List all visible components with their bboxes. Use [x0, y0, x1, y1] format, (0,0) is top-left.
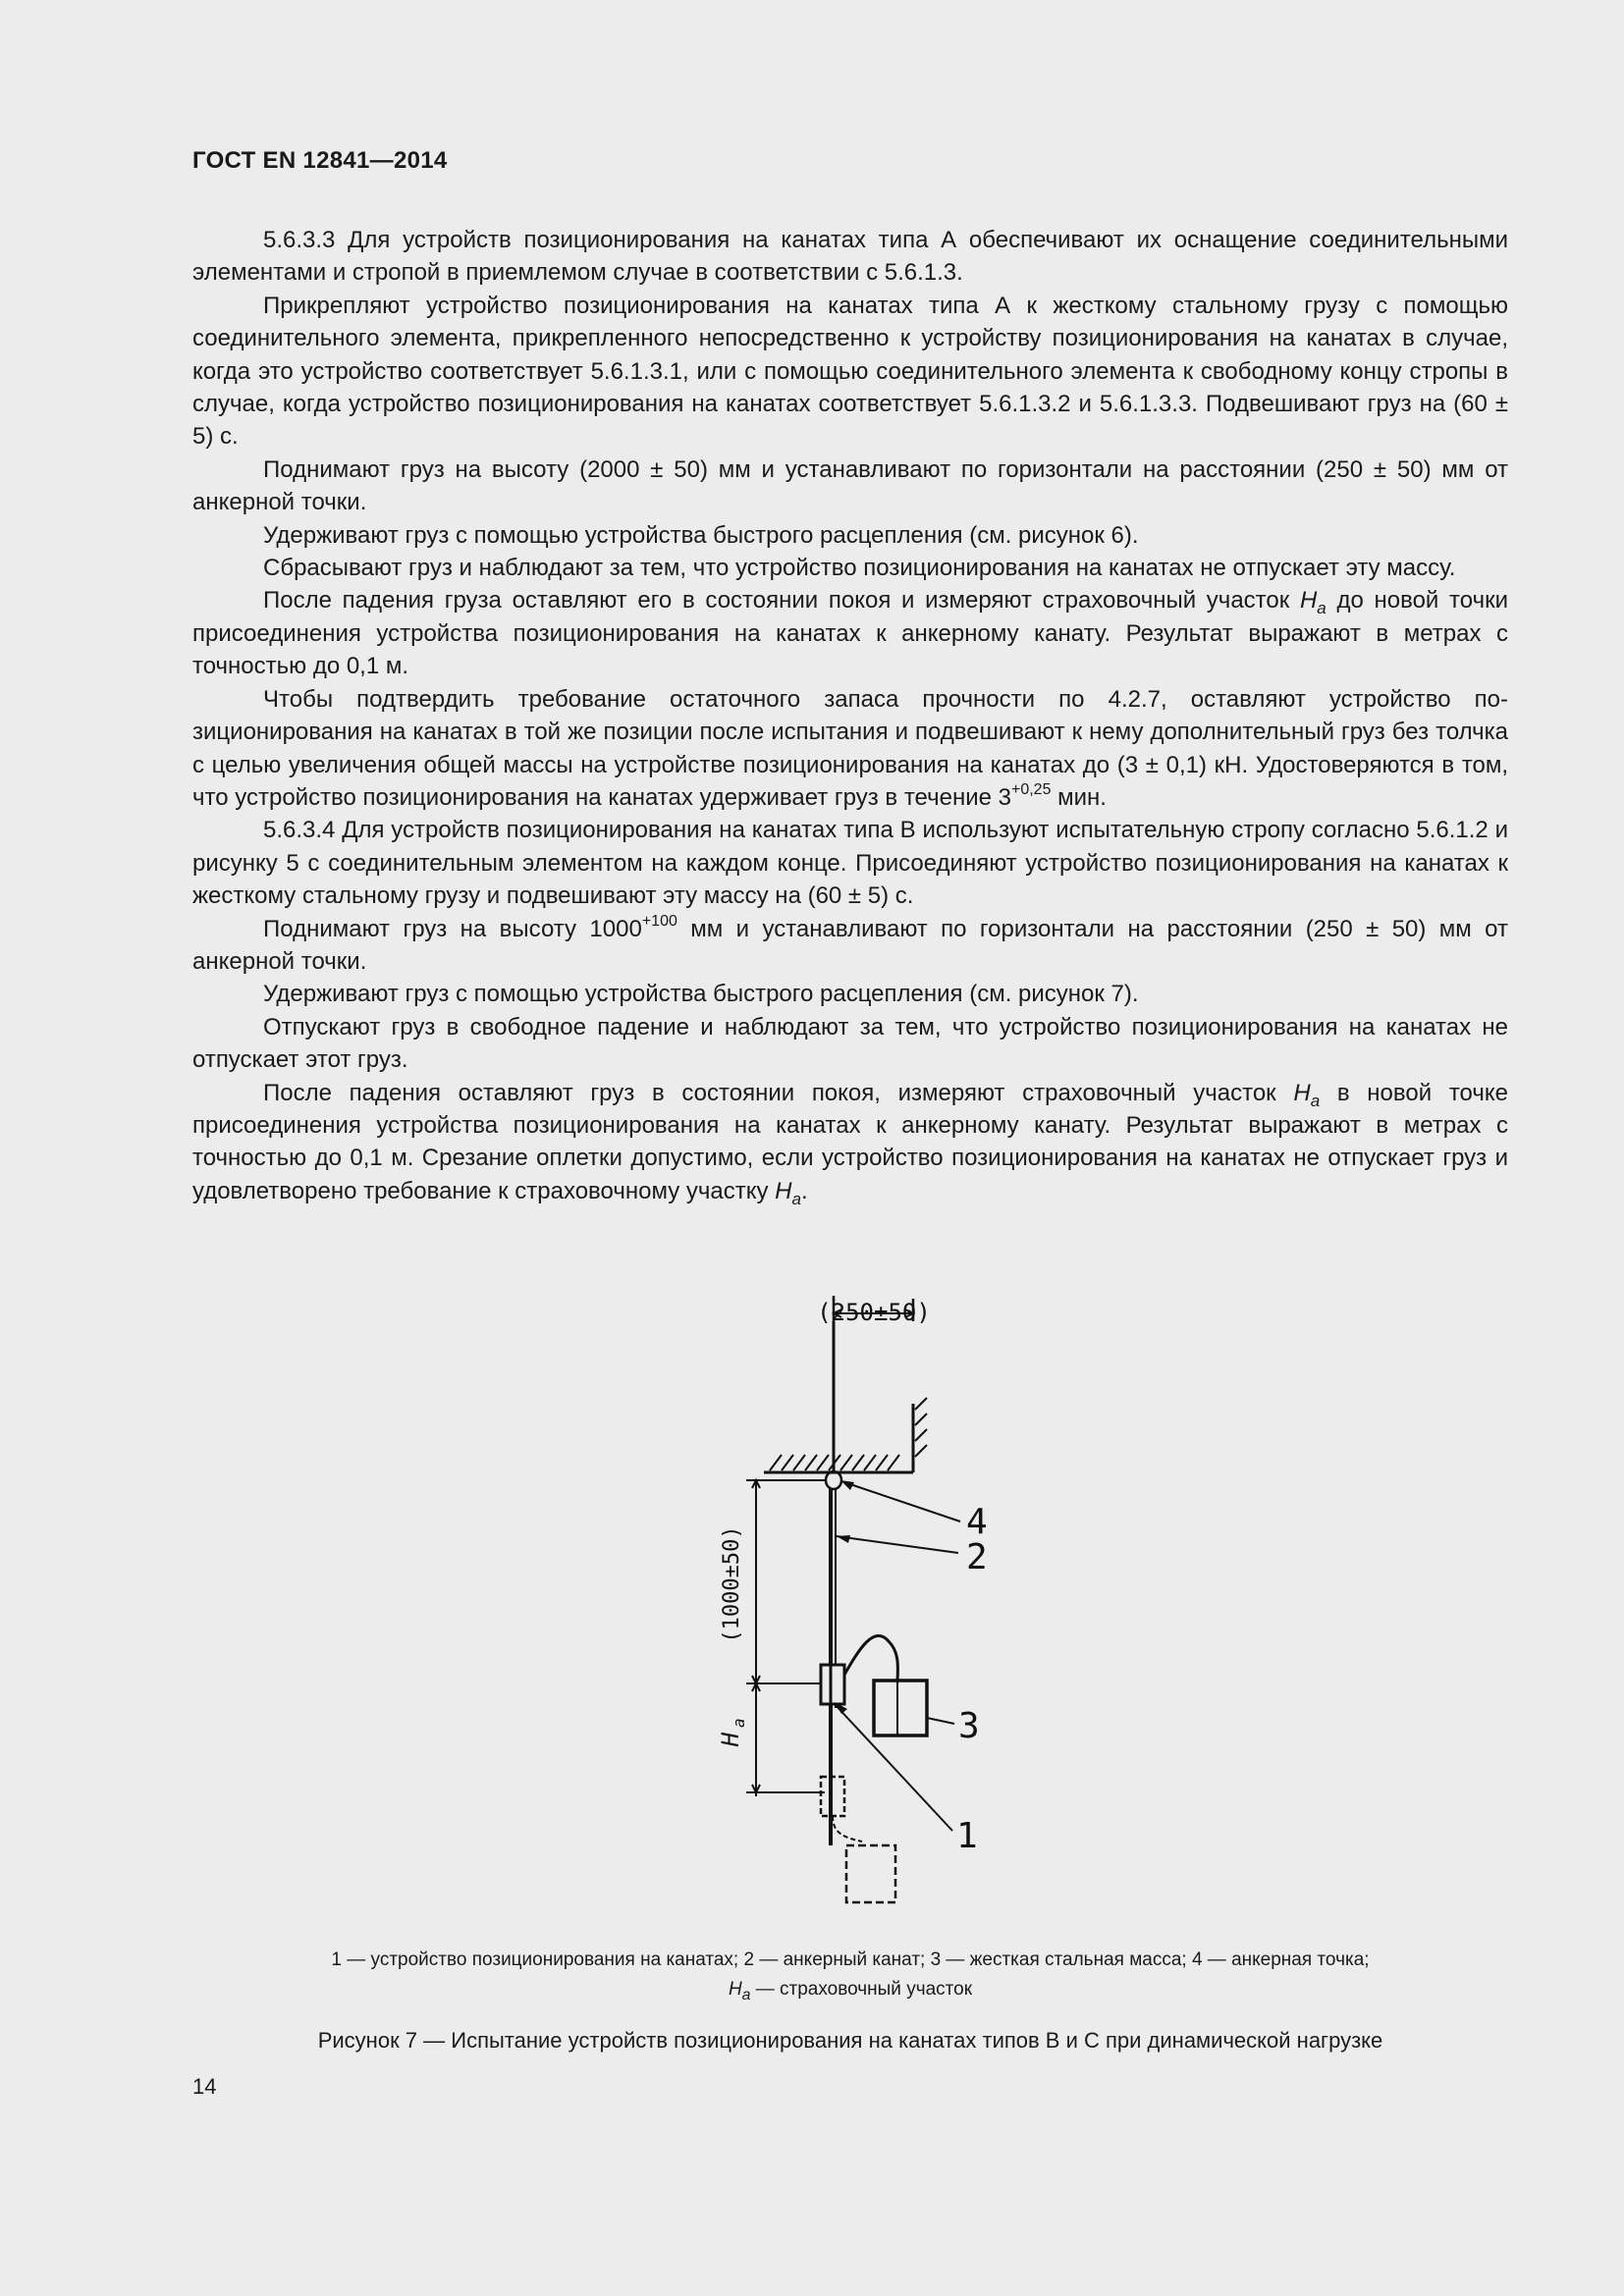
paragraph: Сбрасывают груз и наблюдают за тем, что устройство позиционирования на канатах не отпускает эту массу. [263, 555, 1456, 582]
body-text [192, 224, 1508, 1207]
symbol-h: H [1293, 1079, 1311, 1106]
symbol-h: H [1299, 587, 1318, 614]
legend-line: $H_a$ — страховочный участок [728, 1979, 973, 2003]
paragraph: Отпускают груз в свободное падение и наблюдают за тем, что устройство позиционирования на канатах не отпускает этот груз. [192, 1013, 1508, 1074]
symbol-sub-a: a [791, 1189, 801, 1208]
legend-line: 1 — устройство позиционирования на канатах; 2 — анкерный канат; 3 — жесткая стальная масса; 4 — анкерная точка; [331, 1949, 1370, 1970]
dimension-label-ha: H [717, 1732, 744, 1747]
symbol-sub-a: a [1310, 1091, 1321, 1110]
dimension-label-horizontal: (250±50) [817, 1299, 931, 1326]
paragraph: Удерживают груз с помощью устройства быстрого расцепления (см. рисунок 6). [263, 521, 1139, 549]
paragraph: После падения оставляют груз в состоянии покоя, измеряют страховочный участок $H_a$ в новой точке присоединения устройства позиционирования на канатах к анкерному канату. Результат выражают в метрах с точностью до 0,1 м. Срезание оплетки допустимо, если устройство позиционирования на канатах не отпускает груз и удовлетворено требование к страховочному участку $H_a$. [192, 1079, 1508, 1208]
paragraph: После падения груза оставляют его в состоянии покоя и измеряют страховочный участок $H_a$ до новой точки присоединения устройства позиционирования на канатах к анкерному канату. Результат выражают в метрах с точностью до 0,1 м. [192, 587, 1508, 680]
paragraph: Удерживают груз с помощью устройства быстрого расцепления (см. рисунок 7). [263, 981, 1139, 1008]
paragraph: Поднимают груз на высоту (2000 ± 50) мм и устанавливают по горизонтали на расстоянии (250 ± 50) мм от анкерной точки. [192, 455, 1508, 516]
document-title: ГОСТ EN 12841—2014 [192, 147, 448, 174]
symbol-sub-a: a [741, 1986, 751, 2003]
paragraph: Чтобы подтвердить требование остаточного запаса прочности по 4.2.7, оставляют устройство позиционирования на канатах в той же позиции после испытания и подвешивают к нему дополнительный груз без толчка с целью увеличения общей массы на устройстве позиционирования на канатах до (3 ± 0,1) кН. Удостоверяются в том, что устройство позиционирования на канатах удерживает груз в течение $3^{+0,25}$ мин. [192, 685, 1508, 811]
paragraph: Прикрепляют устройство позиционирования на канатах типа А к жесткому стальному грузу с помощью соединительного элемента, прикрепленного непосредственно к устройству позиционирования на канатах в случае, когда это устройство соответствует 5.6.1.3.1, или с помощью соединительного элемента к свободному концу стропы в случае, когда устройство позиционирования на канатах соответствует 5.6.1.3.2 и 5.6.1.3.3. Подвешивают груз на (60 ± 5) с. [192, 292, 1508, 451]
tolerance-superscript: +0,25 [1010, 780, 1052, 798]
symbol-sub-a: a [1317, 599, 1326, 618]
figure-7-diagram [687, 1296, 1021, 1924]
paragraph: 5.6.3.4 Для устройств позиционирования на канатах типа В используют испытательную стропу согласно 5.6.1.2 и рисунку 5 с соединительным элементом на каждом конце. Присоединяют устройство позиционирования на канатах к жесткому стальному грузу и подвешивают эту массу на (60 ± 5) с. [192, 817, 1508, 910]
dimension-label-ha-sub: a [730, 1718, 748, 1728]
figure-legend [192, 1946, 1508, 2010]
paragraph: 5.6.3.3 Для устройств позиционирования на канатах типа А обеспечивают их оснащение соединительными элементами и стропой в приемлемом случае в соответствии с 5.6.1.3. [192, 227, 1508, 287]
callout-1: 1 [956, 1816, 978, 1856]
callout-4: 4 [966, 1502, 988, 1542]
paragraph: Поднимают груз на высоту $1000^{+100}$ мм и устанавливают по горизонтали на расстоянии (250 ± 50) мм от анкерной точки. [192, 912, 1508, 975]
tolerance-superscript: +100 [641, 912, 677, 930]
figure-caption: Рисунок 7 — Испытание устройств позиционирования на канатах типов В и С при динамической нагрузке [317, 2028, 1383, 2053]
page-number: 14 [192, 2074, 217, 2099]
symbol-h: H [728, 1979, 742, 2000]
callout-2: 2 [966, 1537, 988, 1577]
dimension-label-vertical: (1000±50) [720, 1525, 744, 1643]
callout-3: 3 [958, 1706, 980, 1746]
symbol-h: H [775, 1177, 792, 1204]
test-setup-drawing [687, 1296, 1021, 1924]
